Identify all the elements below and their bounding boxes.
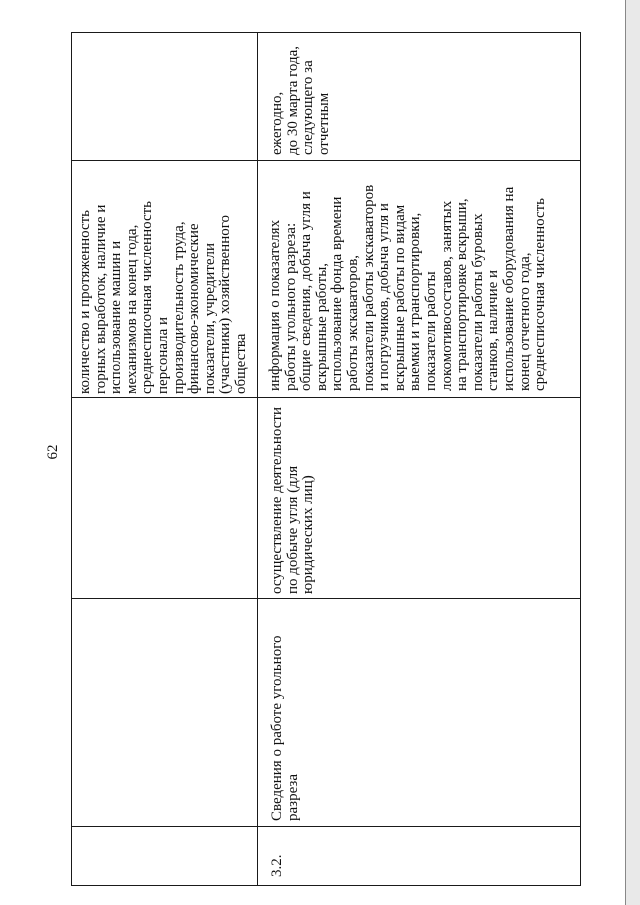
row-activity-cell: осуществление деятельности по добыче угля (для юридических лиц) [269,407,317,594]
row-indicators-cell: информация о показателях работы угольного разреза: общие сведения, добыча угля и вскрышные работы, использование фонда времени работы экскаваторов, показатели работы экскаваторов и погрузчиков, добыча угля и вскрышные работы по видам выемки и транспортировки, показатели работы локомотивосоставов, занятых на транспортировке вскрыши, показатели работы буровых станков, наличие и использование оборудования на конец отчетного года, среднесписочная численность [267,184,549,391]
row-period-cell: ежегодно, до 30 марта года, следующего за отчетным [269,45,332,155]
column-divider-name [71,826,581,827]
scan-edge [626,0,640,905]
prev-row-indicators-cell: количество и протяженность горных выработок, наличие и использование машин и механизмов на конец года, среднесписочная численность персонала и производительность труда, финансово-экономические показатели, учредители (участники) хозяйственного общества [77,200,249,394]
scan-edge-line [625,0,626,905]
table-border-bottom [71,885,581,886]
column-divider-activity [71,598,581,599]
page-number: 62 [45,444,61,460]
row-number-cell: 3.2. [269,854,285,877]
row-name-cell: Сведения о работе угольного разреза [269,635,301,821]
column-divider-indicators [71,397,581,398]
